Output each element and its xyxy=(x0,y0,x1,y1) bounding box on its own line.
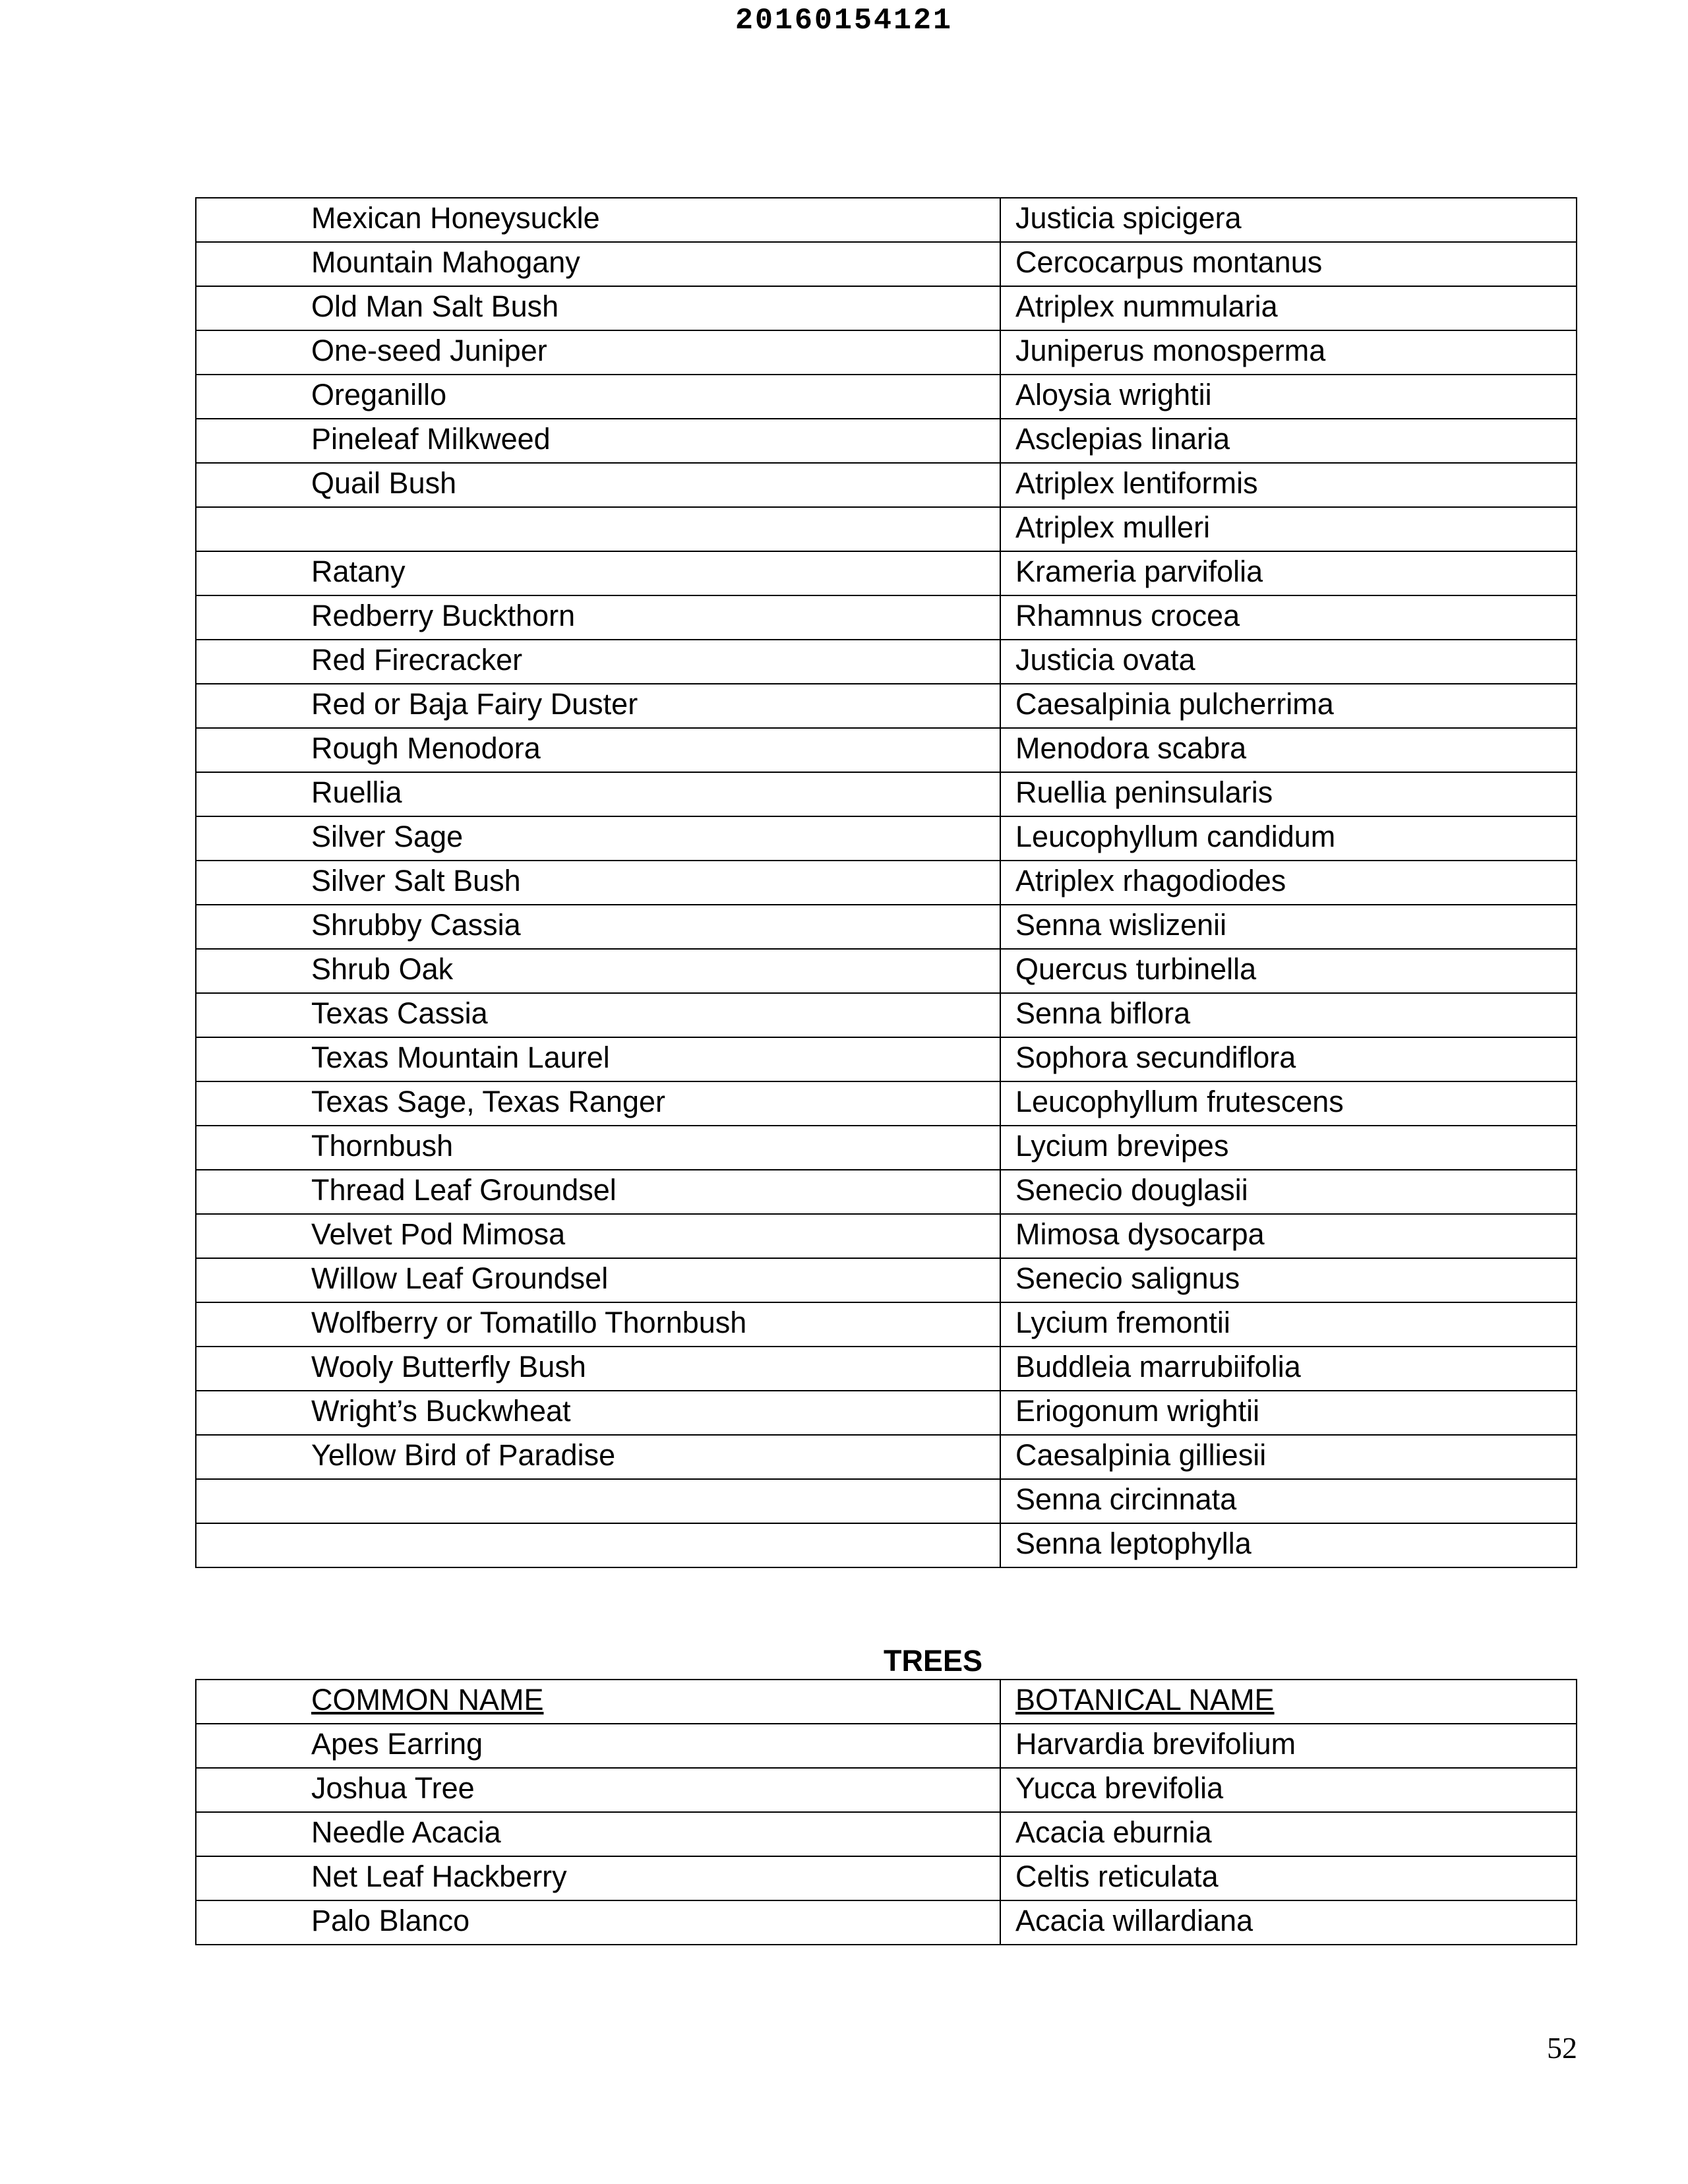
common-name-cell: Quail Bush xyxy=(196,463,1000,507)
table-header-row xyxy=(196,1680,1577,1724)
botanical-name-cell: Leucophyllum frutescens xyxy=(1000,1081,1577,1126)
table-row xyxy=(196,595,1577,640)
table-row xyxy=(196,861,1577,905)
botanical-name-cell: Senecio salignus xyxy=(1000,1258,1577,1302)
common-name-cell: Texas Mountain Laurel xyxy=(196,1037,1000,1081)
botanical-name-cell: Atriplex nummularia xyxy=(1000,286,1577,330)
botanical-name-cell: Ruellia peninsularis xyxy=(1000,772,1577,816)
common-name-cell: Mexican Honeysuckle xyxy=(196,198,1000,242)
botanical-name-cell: Acacia willardiana xyxy=(1000,1900,1577,1945)
common-name-header-cell xyxy=(196,1680,1000,1724)
botanical-name-cell: Acacia eburnia xyxy=(1000,1812,1577,1856)
common-name-cell: Apes Earring xyxy=(196,1724,1000,1768)
common-name-cell: Redberry Buckthorn xyxy=(196,595,1000,640)
botanical-name-cell: Rhamnus crocea xyxy=(1000,595,1577,640)
botanical-name-cell: Senna biflora xyxy=(1000,993,1577,1037)
table-row xyxy=(196,1856,1577,1900)
common-name-cell: Rough Menodora xyxy=(196,728,1000,772)
table-row xyxy=(196,1724,1577,1768)
table-row xyxy=(196,1768,1577,1812)
botanical-name-cell: Eriogonum wrightii xyxy=(1000,1391,1577,1435)
table-row xyxy=(196,242,1577,286)
common-name-cell: Old Man Salt Bush xyxy=(196,286,1000,330)
botanical-name-header-cell xyxy=(1000,1680,1577,1724)
table-row xyxy=(196,507,1577,551)
common-name-cell: Mountain Mahogany xyxy=(196,242,1000,286)
table-row xyxy=(196,1479,1577,1523)
common-name-cell: Red Firecracker xyxy=(196,640,1000,684)
table-row xyxy=(196,993,1577,1037)
table-row xyxy=(196,1037,1577,1081)
botanical-name-cell: Senecio douglasii xyxy=(1000,1170,1577,1214)
botanical-name-cell: Aloysia wrightii xyxy=(1000,375,1577,419)
botanical-name-cell: Caesalpinia pulcherrima xyxy=(1000,684,1577,728)
table-row xyxy=(196,375,1577,419)
common-name-cell: Shrubby Cassia xyxy=(196,905,1000,949)
botanical-name-cell: Leucophyllum candidum xyxy=(1000,816,1577,861)
botanical-name-cell: Justicia spicigera xyxy=(1000,198,1577,242)
botanical-name-cell: Atriplex lentiformis xyxy=(1000,463,1577,507)
botanical-name-cell: Krameria parvifolia xyxy=(1000,551,1577,595)
botanical-name-cell: Cercocarpus montanus xyxy=(1000,242,1577,286)
common-name-cell: Thornbush xyxy=(196,1126,1000,1170)
botanical-name-cell: Juniperus monosperma xyxy=(1000,330,1577,375)
common-name-cell: Shrub Oak xyxy=(196,949,1000,993)
common-name-cell: Net Leaf Hackberry xyxy=(196,1856,1000,1900)
botanical-name-cell: Lycium brevipes xyxy=(1000,1126,1577,1170)
common-name-cell: Red or Baja Fairy Duster xyxy=(196,684,1000,728)
common-name-cell: Needle Acacia xyxy=(196,1812,1000,1856)
botanical-name-cell: Caesalpinia gilliesii xyxy=(1000,1435,1577,1479)
table-row xyxy=(196,1258,1577,1302)
table-row xyxy=(196,1170,1577,1214)
shrubs-table xyxy=(195,197,1577,1568)
table-row xyxy=(196,1081,1577,1126)
botanical-name-cell: Atriplex mulleri xyxy=(1000,507,1577,551)
common-name-cell: Wright’s Buckwheat xyxy=(196,1391,1000,1435)
botanical-name-cell: Quercus turbinella xyxy=(1000,949,1577,993)
table-row xyxy=(196,1435,1577,1479)
common-name-cell xyxy=(196,1479,1000,1523)
botanical-name-cell: Senna wislizenii xyxy=(1000,905,1577,949)
table-row xyxy=(196,1214,1577,1258)
common-name-cell: Thread Leaf Groundsel xyxy=(196,1170,1000,1214)
trees-section-title: TREES xyxy=(884,1644,983,1678)
common-name-cell: Pineleaf Milkweed xyxy=(196,419,1000,463)
table-row xyxy=(196,551,1577,595)
table-row xyxy=(196,1126,1577,1170)
table-row xyxy=(196,1302,1577,1347)
botanical-name-cell: Senna leptophylla xyxy=(1000,1523,1577,1567)
botanical-name-cell: Mimosa dysocarpa xyxy=(1000,1214,1577,1258)
common-name-cell: Wooly Butterfly Bush xyxy=(196,1347,1000,1391)
table-row xyxy=(196,463,1577,507)
common-name-cell: Palo Blanco xyxy=(196,1900,1000,1945)
botanical-name-cell: Harvardia brevifolium xyxy=(1000,1724,1577,1768)
botanical-name-cell: Asclepias linaria xyxy=(1000,419,1577,463)
botanical-name-cell: Celtis reticulata xyxy=(1000,1856,1577,1900)
table-row xyxy=(196,1523,1577,1567)
botanical-name-cell: Atriplex rhagodiodes xyxy=(1000,861,1577,905)
common-name-cell xyxy=(196,1523,1000,1567)
table-row xyxy=(196,905,1577,949)
table-row xyxy=(196,1900,1577,1945)
table-row xyxy=(196,640,1577,684)
common-name-cell: Silver Sage xyxy=(196,816,1000,861)
common-name-cell: Silver Salt Bush xyxy=(196,861,1000,905)
page-number: 52 xyxy=(1547,2031,1577,2065)
table-row xyxy=(196,728,1577,772)
common-name-cell: Velvet Pod Mimosa xyxy=(196,1214,1000,1258)
botanical-name-cell: Sophora secundiflora xyxy=(1000,1037,1577,1081)
table-row xyxy=(196,772,1577,816)
common-name-cell: Ratany xyxy=(196,551,1000,595)
botanical-name-cell: Buddleia marrubiifolia xyxy=(1000,1347,1577,1391)
common-name-cell: One-seed Juniper xyxy=(196,330,1000,375)
table-row xyxy=(196,816,1577,861)
botanical-name-cell: Lycium fremontii xyxy=(1000,1302,1577,1347)
document-number: 20160154121 xyxy=(735,4,953,38)
botanical-name-cell: Senna circinnata xyxy=(1000,1479,1577,1523)
botanical-name-cell: Menodora scabra xyxy=(1000,728,1577,772)
common-name-cell: Texas Cassia xyxy=(196,993,1000,1037)
botanical-name-cell: Justicia ovata xyxy=(1000,640,1577,684)
table-row xyxy=(196,419,1577,463)
table-row xyxy=(196,684,1577,728)
table-row xyxy=(196,1347,1577,1391)
common-name-header: COMMON NAME xyxy=(311,1683,544,1716)
trees-table xyxy=(195,1679,1577,1945)
table-row xyxy=(196,1812,1577,1856)
common-name-cell xyxy=(196,507,1000,551)
table-row xyxy=(196,286,1577,330)
table-row xyxy=(196,1391,1577,1435)
botanical-name-header: BOTANICAL NAME xyxy=(1015,1683,1275,1716)
common-name-cell: Texas Sage, Texas Ranger xyxy=(196,1081,1000,1126)
table-row xyxy=(196,949,1577,993)
common-name-cell: Yellow Bird of Paradise xyxy=(196,1435,1000,1479)
botanical-name-cell: Yucca brevifolia xyxy=(1000,1768,1577,1812)
common-name-cell: Willow Leaf Groundsel xyxy=(196,1258,1000,1302)
common-name-cell: Ruellia xyxy=(196,772,1000,816)
common-name-cell: Wolfberry or Tomatillo Thornbush xyxy=(196,1302,1000,1347)
common-name-cell: Joshua Tree xyxy=(196,1768,1000,1812)
table-row xyxy=(196,198,1577,242)
common-name-cell: Oreganillo xyxy=(196,375,1000,419)
table-row xyxy=(196,330,1577,375)
